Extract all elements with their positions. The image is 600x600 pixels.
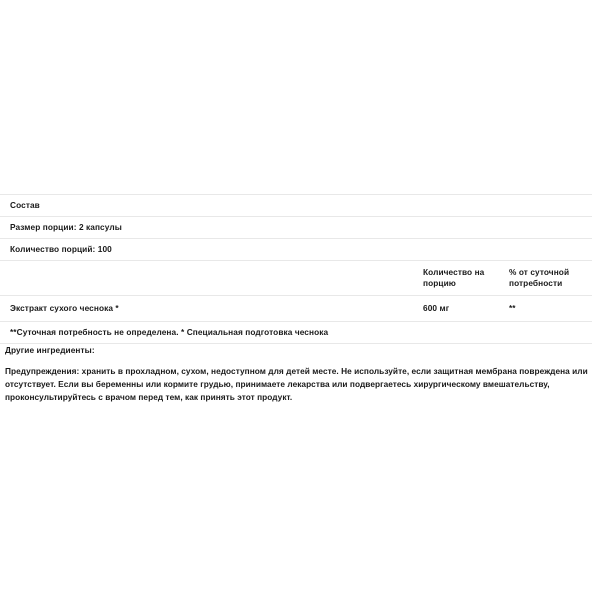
column-header-name xyxy=(0,261,423,296)
other-ingredients-heading: Другие ингредиенты: xyxy=(5,345,95,355)
serving-size-dv-spacer xyxy=(509,217,592,239)
servings-amount-spacer xyxy=(423,239,509,261)
column-header-amount-per-serving: Количество на порцию xyxy=(423,267,485,288)
warnings-paragraph: Предупреждения: хранить в прохладном, сухом, недоступном для детей месте. Не используйте, если защитная мембрана повреждена или отсутствует. Если вы беременны или кормите грудью, принимаете лекарства или подвергаетесь хирургическому вмешательству, проконсультируйтесь с врачом перед тем, как принять этот продукт. xyxy=(5,366,588,402)
table-row-serving-size xyxy=(0,217,592,239)
table-row-column-headers xyxy=(0,261,592,296)
ingredient-daily-value: ** xyxy=(509,303,516,313)
table-row-servings-per-container xyxy=(0,239,592,261)
table-row-title xyxy=(0,195,592,217)
ingredient-amount: 600 мг xyxy=(423,303,450,313)
servings-dv-spacer xyxy=(509,239,592,261)
table-row-footnote xyxy=(0,322,592,344)
table-row xyxy=(0,296,592,322)
serving-size-label: Размер порции: 2 капсулы xyxy=(10,222,122,232)
column-header-daily-value: % от суточной потребности xyxy=(509,267,570,288)
servings-per-container-label: Количество порций: 100 xyxy=(10,244,112,254)
supplement-facts-table xyxy=(0,194,592,344)
supplement-facts-title: Состав xyxy=(10,200,40,210)
ingredient-name: Экстракт сухого чеснока * xyxy=(10,303,119,313)
serving-size-amount-spacer xyxy=(423,217,509,239)
supplement-facts-footnote: **Суточная потребность не определена. * Специальная подготовка чеснока xyxy=(10,327,329,337)
title-row-dv-spacer xyxy=(509,195,592,217)
title-row-amount-spacer xyxy=(423,195,509,217)
